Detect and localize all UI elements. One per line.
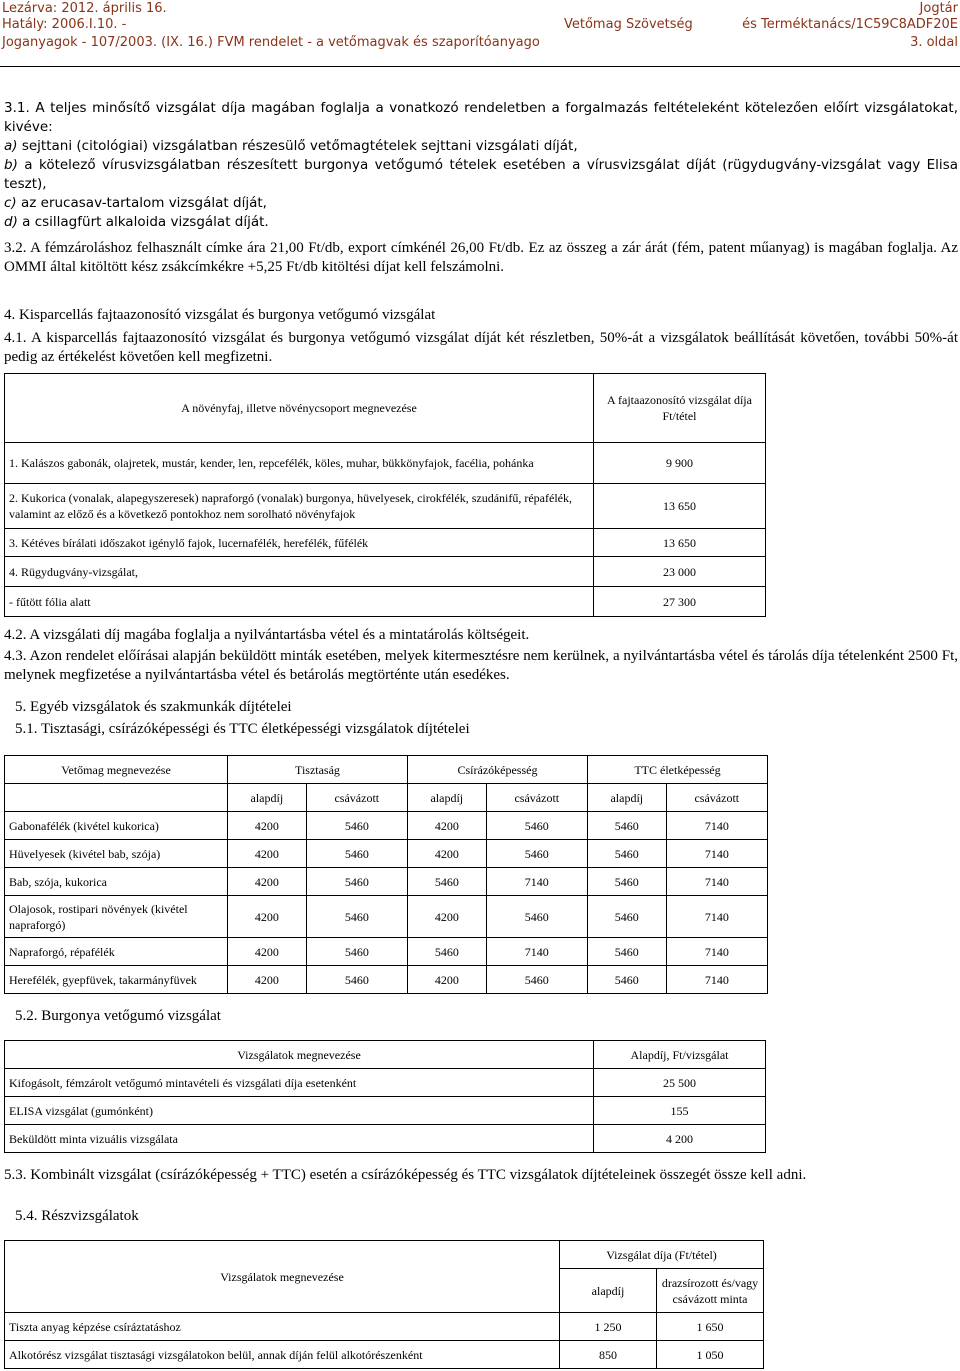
col-header-base: alapdíj <box>560 1269 657 1313</box>
fee-coated: 1 050 <box>657 1341 764 1369</box>
closing-date: Lezárva: 2012. április 16. <box>2 1 167 16</box>
col-header-fee: Alapdíj, Ft/vizsgálat <box>594 1041 766 1069</box>
fee-cell: 7140 <box>486 938 587 966</box>
publisher-id: és Terméktanács/1C59C8ADF20E <box>742 17 958 32</box>
table-header-species: A növényfaj, illetve növénycsoport megnevezése <box>5 374 594 443</box>
table-header-fee: A fajtaazonosító vizsgálat díja Ft/tétel <box>594 374 766 443</box>
fee-cell: 7140 <box>666 840 767 868</box>
section-5-1-title: 5.1. Tisztasági, csírázóképességi és TTC életképességi vizsgálatok díjtételei <box>15 721 470 737</box>
item-c <box>4 194 958 213</box>
fee-cell: 5460 <box>306 938 407 966</box>
fee-cell: 5460 <box>306 868 407 896</box>
table-row-value: 9 900 <box>594 443 766 484</box>
fee-cell: 5460 <box>587 966 666 994</box>
col-header-test: Vizsgálatok megnevezése <box>5 1041 594 1069</box>
test-fee: 4 200 <box>594 1125 766 1153</box>
fee-cell: 4200 <box>407 966 486 994</box>
fee-coated: 1 650 <box>657 1313 764 1341</box>
table-row-name: 4. Rügydugvány-vizsgálat, <box>5 557 594 587</box>
sub-header-treated: csávázott <box>666 784 767 812</box>
seed-name: Olajosok, rostipari növények (kivétel napraforgó) <box>5 896 228 938</box>
table-row-name: 1. Kalászos gabonák, olajretek, mustár, kender, len, repcefélék, köles, muhar, bükkönyfajok, facélia, pohánka <box>5 443 594 484</box>
fee-cell: 7140 <box>666 896 767 938</box>
test-fee: 25 500 <box>594 1069 766 1097</box>
fee-cell: 4200 <box>228 812 307 840</box>
section-4-1: 4.1. A kisparcellás fajtaazonosító vizsgálat és burgonya vetőgumó vizsgálat díját két részletben, 50%-át a vizsgálatok beállítását követően, további 50%-át pedig az értékelést követően kell megfizetni. <box>4 330 958 365</box>
table-row-value: 27 300 <box>594 587 766 617</box>
fee-cell: 5460 <box>407 938 486 966</box>
fee-base: 1 250 <box>560 1313 657 1341</box>
header-divider <box>0 66 960 67</box>
fee-cell: 5460 <box>587 938 666 966</box>
col-header-coated: drazsírozott és/vagy csávázott minta <box>657 1269 764 1313</box>
sub-header-base: alapdíj <box>228 784 307 812</box>
section-5-2-title: 5.2. Burgonya vetőgumó vizsgálat <box>15 1008 221 1024</box>
section-5-4-title: 5.4. Részvizsgálatok <box>15 1208 139 1224</box>
fee-cell: 7140 <box>486 868 587 896</box>
col-header-seed: Vetőmag megnevezése <box>5 756 228 784</box>
fee-cell: 5460 <box>306 840 407 868</box>
section-4-2: 4.2. A vizsgálati díj magába foglalja a nyilvántartásba vétel és a mintatárolás költségeit. <box>4 627 530 643</box>
col-header-purity: Tisztaság <box>228 756 408 784</box>
test-name: Alkotórész vizsgálat tisztasági vizsgálatokon belül, annak díján felül alkotórészenként <box>5 1341 560 1369</box>
fee-cell: 5460 <box>587 896 666 938</box>
item-d <box>4 213 958 232</box>
table-row-name: - fűtött fólia alatt <box>5 587 594 617</box>
sub-header-base: alapdíj <box>587 784 666 812</box>
sub-header-treated: csávázott <box>306 784 407 812</box>
document-title: Joganyagok - 107/2003. (IX. 16.) FVM rendelet - a vetőmagvak és szaporítóanyago <box>2 35 540 50</box>
empty-cell <box>5 784 228 812</box>
table-row-value: 23 000 <box>594 557 766 587</box>
test-name: Tiszta anyag képzése csíráztatáshoz <box>5 1313 560 1341</box>
fee-cell: 5460 <box>587 840 666 868</box>
fee-cell: 5460 <box>486 896 587 938</box>
table-row-name: 3. Kétéves bírálati időszakot igénylő fajok, lucernafélék, herefélék, fűfélék <box>5 529 594 557</box>
fee-cell: 4200 <box>407 840 486 868</box>
fee-cell: 7140 <box>666 868 767 896</box>
fee-cell: 5460 <box>486 840 587 868</box>
section-4-title: 4. Kisparcellás fajtaazonosító vizsgálat és burgonya vetőgumó vizsgálat <box>4 307 436 323</box>
fee-cell: 5460 <box>486 966 587 994</box>
item-a-text: sejttani (citológiai) vizsgálatban részesülő vetőmagtételek sejttani vizsgálati díját, <box>21 138 578 154</box>
fee-base: 850 <box>560 1341 657 1369</box>
section-3-1-intro: 3.1. A teljes minősítő vizsgálat díja magában foglalja a vonatkozó rendeletben a forgalmazás feltételeként kötelezően előírt vizsgálatokat, kivéve: <box>4 100 958 135</box>
fee-cell: 5460 <box>486 812 587 840</box>
item-a-mark: a) <box>4 138 18 154</box>
test-name: Beküldött minta vizuális vizsgálata <box>5 1125 594 1153</box>
sub-header-treated: csávázott <box>486 784 587 812</box>
item-c-text: az erucasav-tartalom vizsgálat díját, <box>21 195 267 211</box>
fee-cell: 4200 <box>228 840 307 868</box>
section-3-2: 3.2. A fémzároláshoz felhasznált címke ára 21,00 Ft/db, export címkénél 26,00 Ft/db. Ez az összeg a zár árát (fém, patent műanyag) is magában foglalja. Az OMMI által kitöltött kész zsákcímkékre +5,25 Ft/db kitöltési díjat kell felszámolni. <box>4 240 958 275</box>
seed-name: Bab, szója, kukorica <box>5 868 228 896</box>
col-header-fee-group: Vizsgálat díja (Ft/tétel) <box>560 1241 764 1269</box>
item-b-text: a kötelező vírusvizsgálatban részesített burgonya vetőgumó tételek esetében a vírusvizsgálat díját (rügydugvány-vizsgálat vagy Elisa teszt), <box>4 157 958 192</box>
col-header-germination: Csírázóképesség <box>407 756 587 784</box>
fee-cell: 5460 <box>306 812 407 840</box>
fee-cell: 4200 <box>228 938 307 966</box>
fee-cell: 7140 <box>666 966 767 994</box>
effective-date: Hatály: 2006.I.10. - <box>2 17 127 32</box>
table-row-name: 2. Kukorica (vonalak, alapegyszeresek) napraforgó (vonalak) burgonya, hüvelyesek, cirokfélék, szudánifű, répafélék, valamint az előző és a következő pontokhoz nem sorolható növényfajok <box>5 484 594 529</box>
test-name: ELISA vizsgálat (gumónként) <box>5 1097 594 1125</box>
sub-header-base: alapdíj <box>407 784 486 812</box>
fee-cell: 4200 <box>228 868 307 896</box>
table-variety-test-fees <box>4 373 766 617</box>
fee-cell: 5460 <box>587 868 666 896</box>
fee-cell: 5460 <box>587 812 666 840</box>
publisher-name: Vetőmag Szövetség <box>564 17 693 32</box>
jogtar-label: Jogtár <box>919 1 958 16</box>
fee-cell: 7140 <box>666 812 767 840</box>
fee-cell: 4200 <box>407 896 486 938</box>
fee-cell: 5460 <box>407 868 486 896</box>
fee-cell: 4200 <box>407 812 486 840</box>
item-c-mark: c) <box>4 195 17 211</box>
table-partial-test-fees <box>4 1240 764 1369</box>
test-name: Kifogásolt, fémzárolt vetőgumó mintavételi és vizsgálati díja esetenként <box>5 1069 594 1097</box>
fee-cell: 4200 <box>228 966 307 994</box>
seed-name: Napraforgó, répafélék <box>5 938 228 966</box>
fee-cell: 5460 <box>306 966 407 994</box>
page-header <box>0 0 960 66</box>
seed-name: Herefélék, gyepfüvek, takarmányfüvek <box>5 966 228 994</box>
table-row-value: 13 650 <box>594 484 766 529</box>
col-header-ttc: TTC életképesség <box>587 756 767 784</box>
test-fee: 155 <box>594 1097 766 1125</box>
item-b <box>4 156 958 194</box>
fee-cell: 4200 <box>228 896 307 938</box>
item-a <box>4 137 958 156</box>
item-d-mark: d) <box>4 214 18 230</box>
table-potato-test-fees <box>4 1040 766 1153</box>
section-5-title: 5. Egyéb vizsgálatok és szakmunkák díjtételei <box>15 699 292 715</box>
seed-name: Hüvelyesek (kivétel bab, szója) <box>5 840 228 868</box>
section-4-3: 4.3. Azon rendelet előírásai alapján beküldött minták esetében, melyek kitermesztésre nem kerülnek, a nyilvántartásba vétel és tárolás díja tételenként 2500 Ft, melynek megfizetése a nyilvántartásba vétel és betárolás megtörténte után esedékes. <box>4 648 958 683</box>
fee-cell: 7140 <box>666 938 767 966</box>
page-number: 3. oldal <box>910 35 958 50</box>
col-header-test: Vizsgálatok megnevezése <box>5 1241 560 1313</box>
item-b-mark: b) <box>4 157 18 173</box>
section-5-3: 5.3. Kombinált vizsgálat (csírázóképesség + TTC) esetén a csírázóképesség és TTC vizsgálatok díjtételeinek összegét össze kell adni. <box>4 1167 807 1183</box>
table-row-value: 13 650 <box>594 529 766 557</box>
table-purity-germination-fees <box>4 755 768 994</box>
item-d-text: a csillagfürt alkaloida vizsgálat díját. <box>22 214 269 230</box>
section-3-1 <box>4 99 958 232</box>
seed-name: Gabonafélék (kivétel kukorica) <box>5 812 228 840</box>
fee-cell: 5460 <box>306 896 407 938</box>
